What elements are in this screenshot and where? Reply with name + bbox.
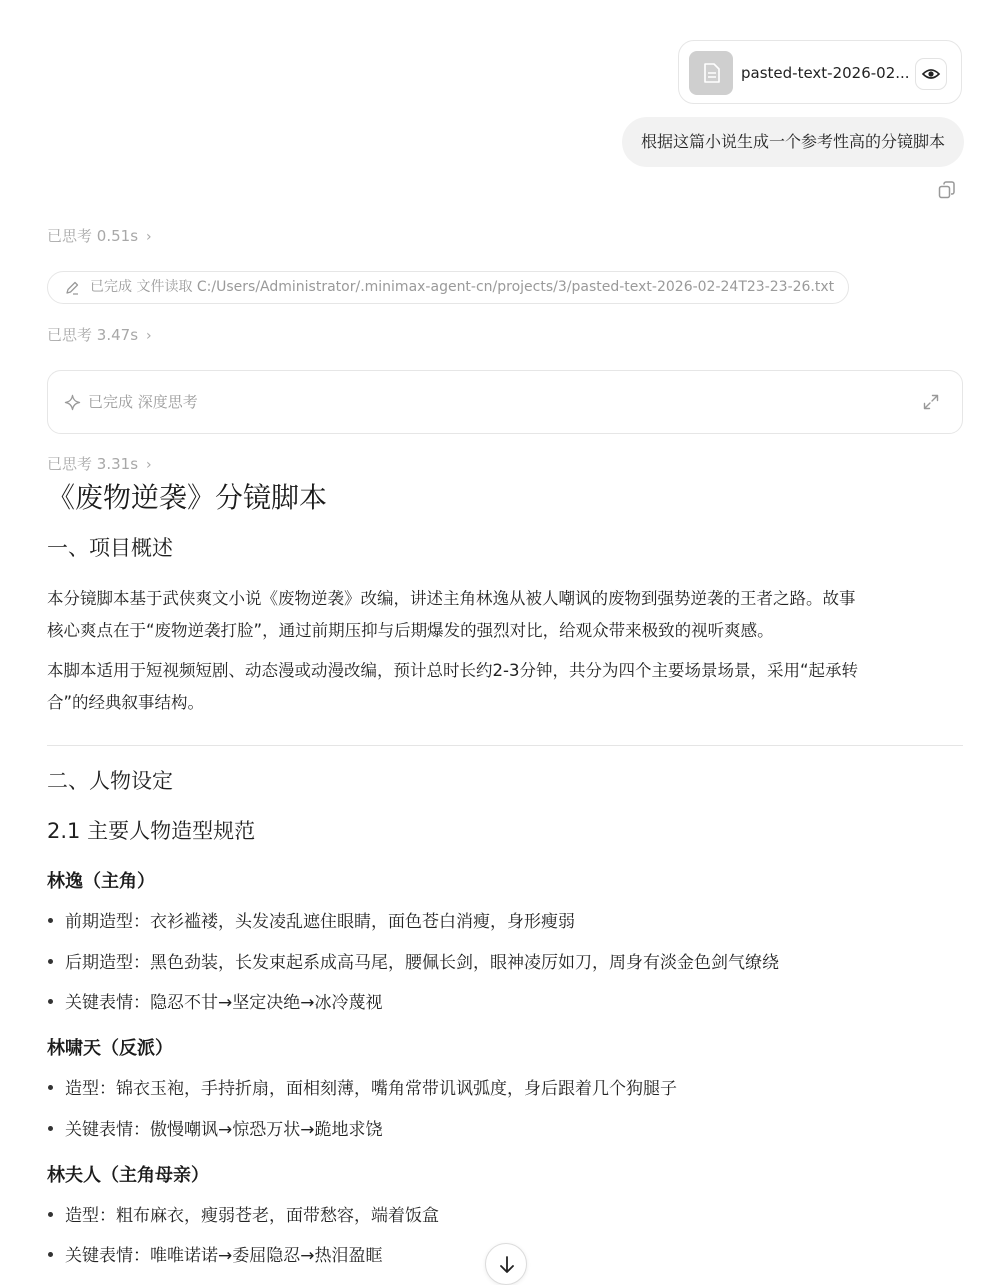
- thought-toggle[interactable]: [47, 225, 152, 246]
- paragraph-line: 本脚本适用于短视频短剧、动态漫或动漫改编，预计总时长约2-3分钟，共分为四个主要场景场景，采用“起承转: [47, 661, 858, 680]
- paragraph-line: 合”的经典叙事结构。: [47, 693, 205, 712]
- eye-icon: [916, 59, 946, 89]
- user-message-bubble: 根据这篇小说生成一个参考性高的分镜脚本: [622, 117, 964, 167]
- character-name: 林啸天（反派）: [47, 1038, 173, 1059]
- bullet-icon: [48, 1126, 53, 1131]
- thought-label: 已思考: [47, 326, 93, 344]
- deep-thinking-card[interactable]: [47, 370, 963, 434]
- scroll-to-bottom-button[interactable]: [485, 1243, 527, 1285]
- thought-time: 0.51s: [96, 227, 139, 245]
- thought-toggle[interactable]: [47, 453, 152, 474]
- list-item-text: 前期造型：衣衫褴褛，头发凌乱遮住眼睛，面色苍白消瘦，身形瘦弱: [65, 912, 575, 932]
- deep-status: 已完成: [88, 393, 134, 411]
- sparkle-icon: [64, 394, 81, 411]
- divider: [47, 745, 963, 746]
- chevron-right-icon: ›: [146, 229, 152, 245]
- bullet-icon: [48, 1252, 53, 1257]
- list-item: [47, 989, 383, 1017]
- paragraph: [47, 655, 967, 719]
- copy-icon: [937, 180, 957, 200]
- thought-toggle[interactable]: [47, 324, 152, 345]
- list-item-text: 造型：锦衣玉袍，手持折扇，面相刻薄，嘴角常带讥讽弧度，身后跟着几个狗腿子: [65, 1079, 677, 1099]
- thought-time: 3.47s: [96, 326, 139, 344]
- subsection-heading: 2.1 主要人物造型规范: [47, 819, 256, 843]
- list-item-text: 关键表情：唯唯诺诺→委屈隐忍→热泪盈眶: [65, 1246, 383, 1266]
- bullet-icon: [48, 1212, 53, 1217]
- list-item: [47, 949, 779, 977]
- paragraph-line: 本分镜脚本基于武侠爽文小说《废物逆袭》改编，讲述主角林逸从被人嘲讽的废物到强势逆袭的王者之路。故事: [47, 589, 856, 608]
- list-item-text: 关键表情：傲慢嘲讽→惊恐万状→跪地求饶: [65, 1120, 383, 1140]
- bullet-icon: [48, 999, 53, 1004]
- list-item: [47, 1242, 383, 1270]
- bullet-icon: [48, 1085, 53, 1090]
- list-item: [47, 908, 575, 936]
- file-icon: [689, 51, 733, 95]
- attachment-card[interactable]: [678, 40, 962, 104]
- doc-title: 《废物逆袭》分镜脚本: [47, 481, 328, 514]
- bullet-icon: [48, 959, 53, 964]
- list-item-text: 后期造型：黑色劲装，长发束起系成高马尾，腰佩长剑，眼神凌厉如刀，周身有淡金色剑气缭绕: [65, 953, 779, 973]
- paragraph: [47, 583, 967, 647]
- copy-button[interactable]: [937, 180, 957, 200]
- tool-status: 已完成: [90, 279, 132, 295]
- attachment-filename: pasted-text-2026-02...: [741, 64, 910, 82]
- tool-path: C:/Users/Administrator/.minimax-agent-cn/projects/3/pasted-text-2026-02-24T23-23-26.txt: [196, 279, 835, 295]
- character-name: 林逸（主角）: [47, 871, 155, 892]
- character-name: 林夫人（主角母亲）: [47, 1165, 209, 1186]
- thought-time: 3.31s: [96, 455, 139, 473]
- chevron-right-icon: ›: [146, 457, 152, 473]
- list-item-text: 关键表情：隐忍不甘→坚定决绝→冰冷蔑视: [65, 993, 383, 1013]
- tool-action: 文件读取: [136, 279, 193, 295]
- bullet-icon: [48, 918, 53, 923]
- section-heading: 二、人物设定: [47, 769, 173, 793]
- expand-icon[interactable]: [922, 393, 940, 411]
- preview-eye-button[interactable]: [915, 58, 947, 90]
- list-item: [47, 1202, 439, 1230]
- arrow-down-icon: [497, 1254, 517, 1276]
- thought-label: 已思考: [47, 455, 93, 473]
- thought-label: 已思考: [47, 227, 93, 245]
- pencil-icon: [64, 280, 80, 296]
- list-item: [47, 1116, 383, 1144]
- list-item: [47, 1075, 677, 1103]
- section-heading: 一、项目概述: [47, 536, 173, 560]
- paragraph-line: 核心爽点在于“废物逆袭打脸”，通过前期压抑与后期爆发的强烈对比，给观众带来极致的视听爽感。: [47, 621, 774, 640]
- list-item-text: 造型：粗布麻衣，瘦弱苍老，面带愁容，端着饭盒: [65, 1206, 439, 1226]
- deep-label: 深度思考: [137, 393, 198, 411]
- chevron-right-icon: ›: [146, 328, 152, 344]
- tool-call-pill[interactable]: [47, 271, 849, 304]
